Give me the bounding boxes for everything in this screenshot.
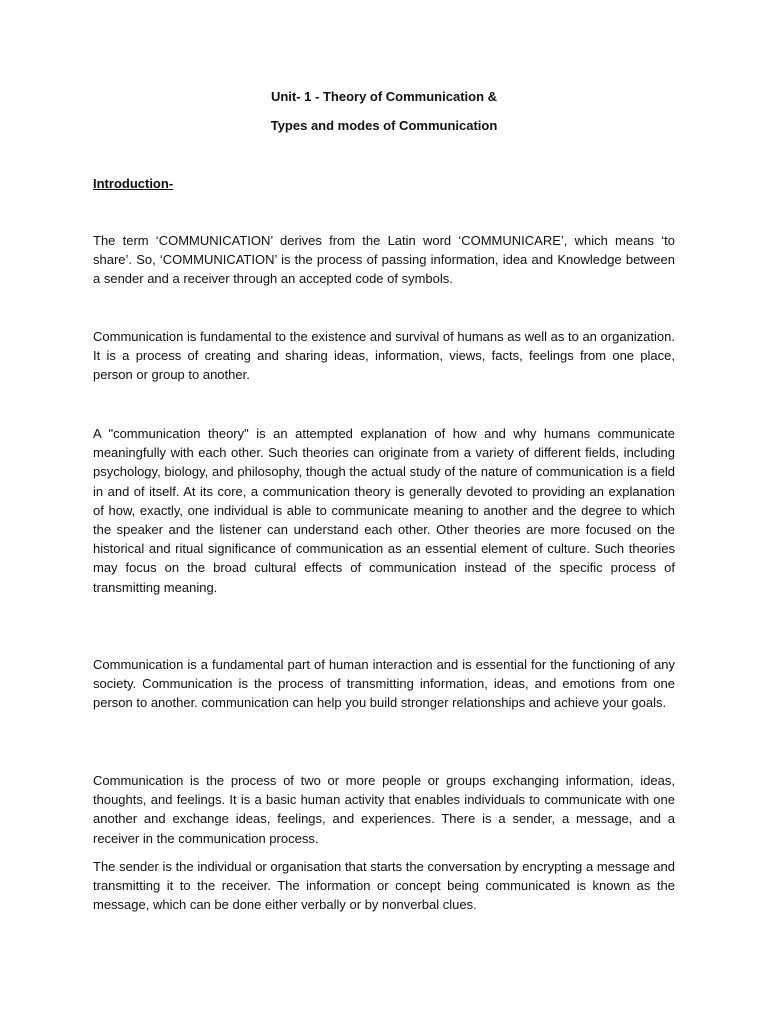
paragraph-fundamental-importance: Communication is fundamental to the existence and survival of humans as well as to an organization. It is a process of creating and sharing ideas, information, views, facts, feelings from one place, person or group to another. [93, 329, 675, 383]
paragraph-human-interaction: Communication is a fundamental part of human interaction and is essential for the functioning of any society. Communication is the process of transmitting information, ideas, and emotions from one person to another. communication can help you build stronger relationships and achieve your goals. [93, 657, 675, 711]
paragraph-communication-theory: A "communication theory" is an attempted explanation of how and why humans communicate meaningfully with each other. Such theories can originate from a variety of different fields, including psychology, biology, and philosophy, though the actual study of the nature of communication is a field in and of itself. At its core, a communication theory is generally devoted to providing an explanation of how, exactly, one individual is able to communicate meaning to another and the degree to which the speaker and the listener can understand each other. Other theories are more focused on the historical and ritual significance of communication as an essential element of culture. Such theories may focus on the broad cultural effects of communication instead of the specific process of transmitting meaning. [93, 426, 675, 595]
paragraph-sender-message: The sender is the individual or organisation that starts the conversation by encrypting a message and transmitting it to the receiver. The information or concept being communicated is known as the message, which can be done either verbally or by nonverbal clues. [93, 859, 675, 913]
document-title-line-2: Types and modes of Communication [270, 118, 498, 133]
paragraph-exchange-process: Communication is the process of two or more people or groups exchanging information, ideas, thoughts, and feelings. It is a basic human activity that enables individuals to communicate with one another and exchange ideas, feelings, and experiences. There is a sender, a message, and a receiver in the communication process. [93, 773, 675, 846]
paragraph-term-definition: The term ‘COMMUNICATION’ derives from the Latin word ‘COMMUNICARE’, which means ‘to share’. So, ‘COMMUNICATION’ is the process of passing information, idea and Knowledge between a sender and a receiver through an accepted code of symbols. [93, 233, 675, 287]
document-title-line-1: Unit- 1 - Theory of Communication & [270, 89, 498, 104]
section-heading-introduction: Introduction- [93, 176, 174, 191]
